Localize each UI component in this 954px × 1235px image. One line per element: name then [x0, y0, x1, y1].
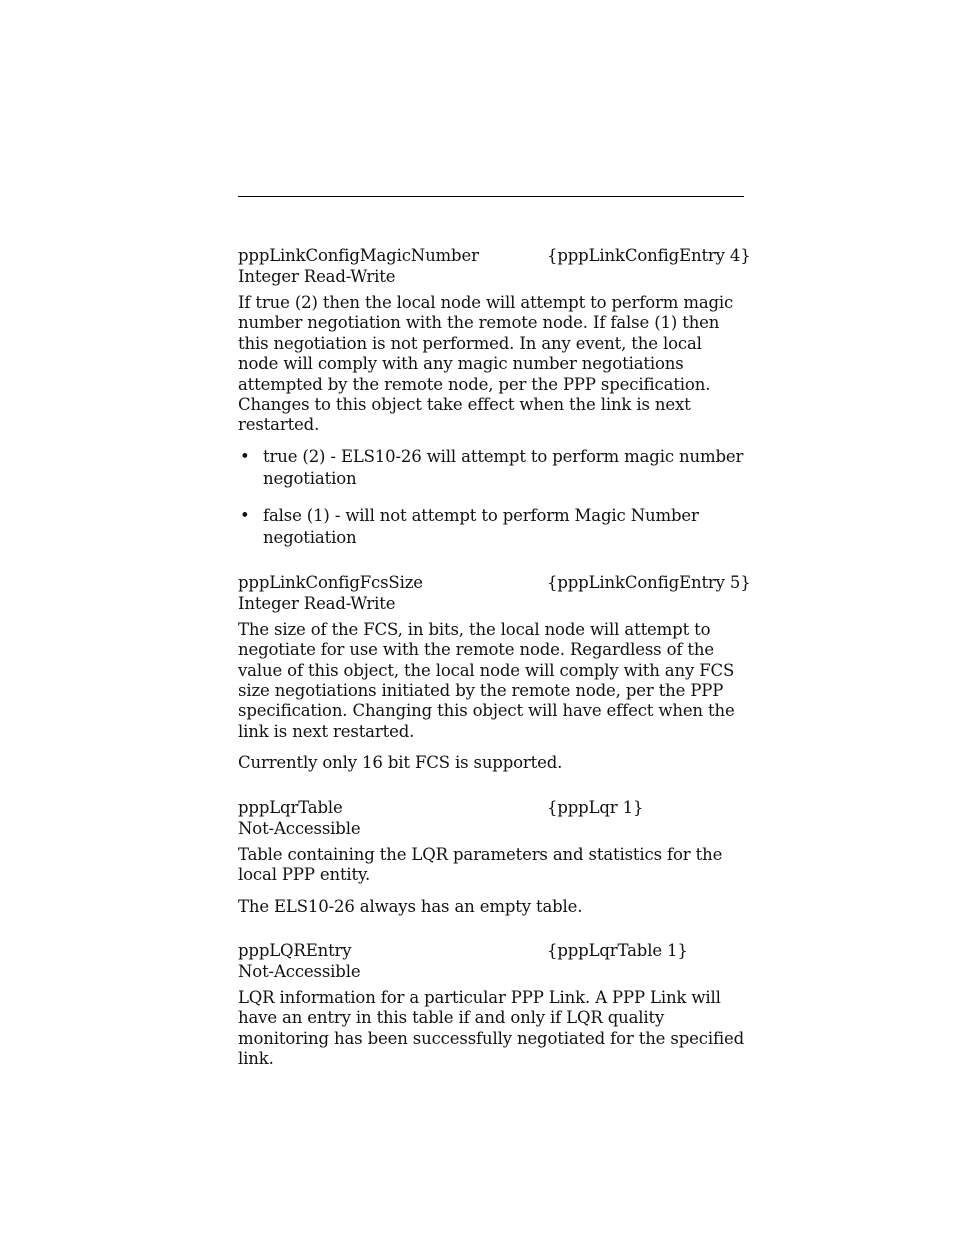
- object-oid: {pppLinkConfigEntry 4}: [547, 246, 751, 265]
- object-access: Integer Read-Write: [238, 267, 396, 286]
- document-body: [238, 246, 758, 1070]
- mib-entry-lqr-table: [238, 798, 758, 917]
- object-oid: {pppLqrTable 1}: [547, 940, 688, 960]
- description-paragraph: The size of the FCS, in bits, the local node will attempt to negotiate for use with the remote node. Regardless of the value of this object, the local node will comply with any FCS size negotiations initiated by the remote node, per the PPP specification. Changing this object will have effect when the link is next restarted.: [238, 619, 735, 741]
- description-paragraph: Table containing the LQR parameters and statistics for the local PPP entity.: [238, 844, 723, 885]
- object-name: pppLqrTable: [238, 797, 343, 817]
- bullet-icon: •: [240, 505, 250, 525]
- list-item: [238, 505, 746, 549]
- note-paragraph: The ELS10-26 always has an empty table.: [238, 896, 583, 916]
- object-access: Not-Accessible: [238, 818, 361, 838]
- entry-header: [238, 798, 758, 819]
- entry-header: [238, 573, 758, 594]
- description-paragraph: If true (2) then the local node will attempt to perform magic number negotiation with the remote node. If false (1) then this negotiation is not performed. In any event, the local node will comply with any magic number negotiations attempted by the remote node, per the PPP specification. Changes to this object take effect when the link is next restarted.: [238, 293, 734, 435]
- object-name: pppLQREntry: [238, 940, 352, 960]
- header-rule: [238, 196, 744, 197]
- list-item-text: false (1) - will not attempt to perform Magic Number negotiation: [263, 505, 699, 547]
- list-item-text: true (2) - ELS10-26 will attempt to perform magic number negotiation: [263, 446, 744, 488]
- note-paragraph: Currently only 16 bit FCS is supported.: [238, 753, 563, 773]
- bullet-icon: •: [240, 446, 250, 466]
- object-oid: {pppLinkConfigEntry 5}: [547, 572, 751, 592]
- object-name: pppLinkConfigFcsSize: [238, 572, 423, 592]
- mib-entry-magic-number: [238, 246, 758, 549]
- mib-entry-fcs-size: [238, 573, 758, 774]
- mib-entry-lqr-entry: [238, 941, 758, 1070]
- object-name: pppLinkConfigMagicNumber: [238, 246, 479, 265]
- entry-header: [238, 941, 758, 962]
- object-access: Not-Accessible: [238, 961, 361, 981]
- list-item: [238, 446, 746, 490]
- value-list: [238, 446, 758, 549]
- object-oid: {pppLqr 1}: [547, 797, 644, 817]
- description-paragraph: LQR information for a particular PPP Link. A PPP Link will have an entry in this table if and only if LQR quality monitoring has been successfully negotiated for the specified link.: [238, 987, 745, 1069]
- object-access: Integer Read-Write: [238, 593, 396, 613]
- entry-header: [238, 246, 758, 267]
